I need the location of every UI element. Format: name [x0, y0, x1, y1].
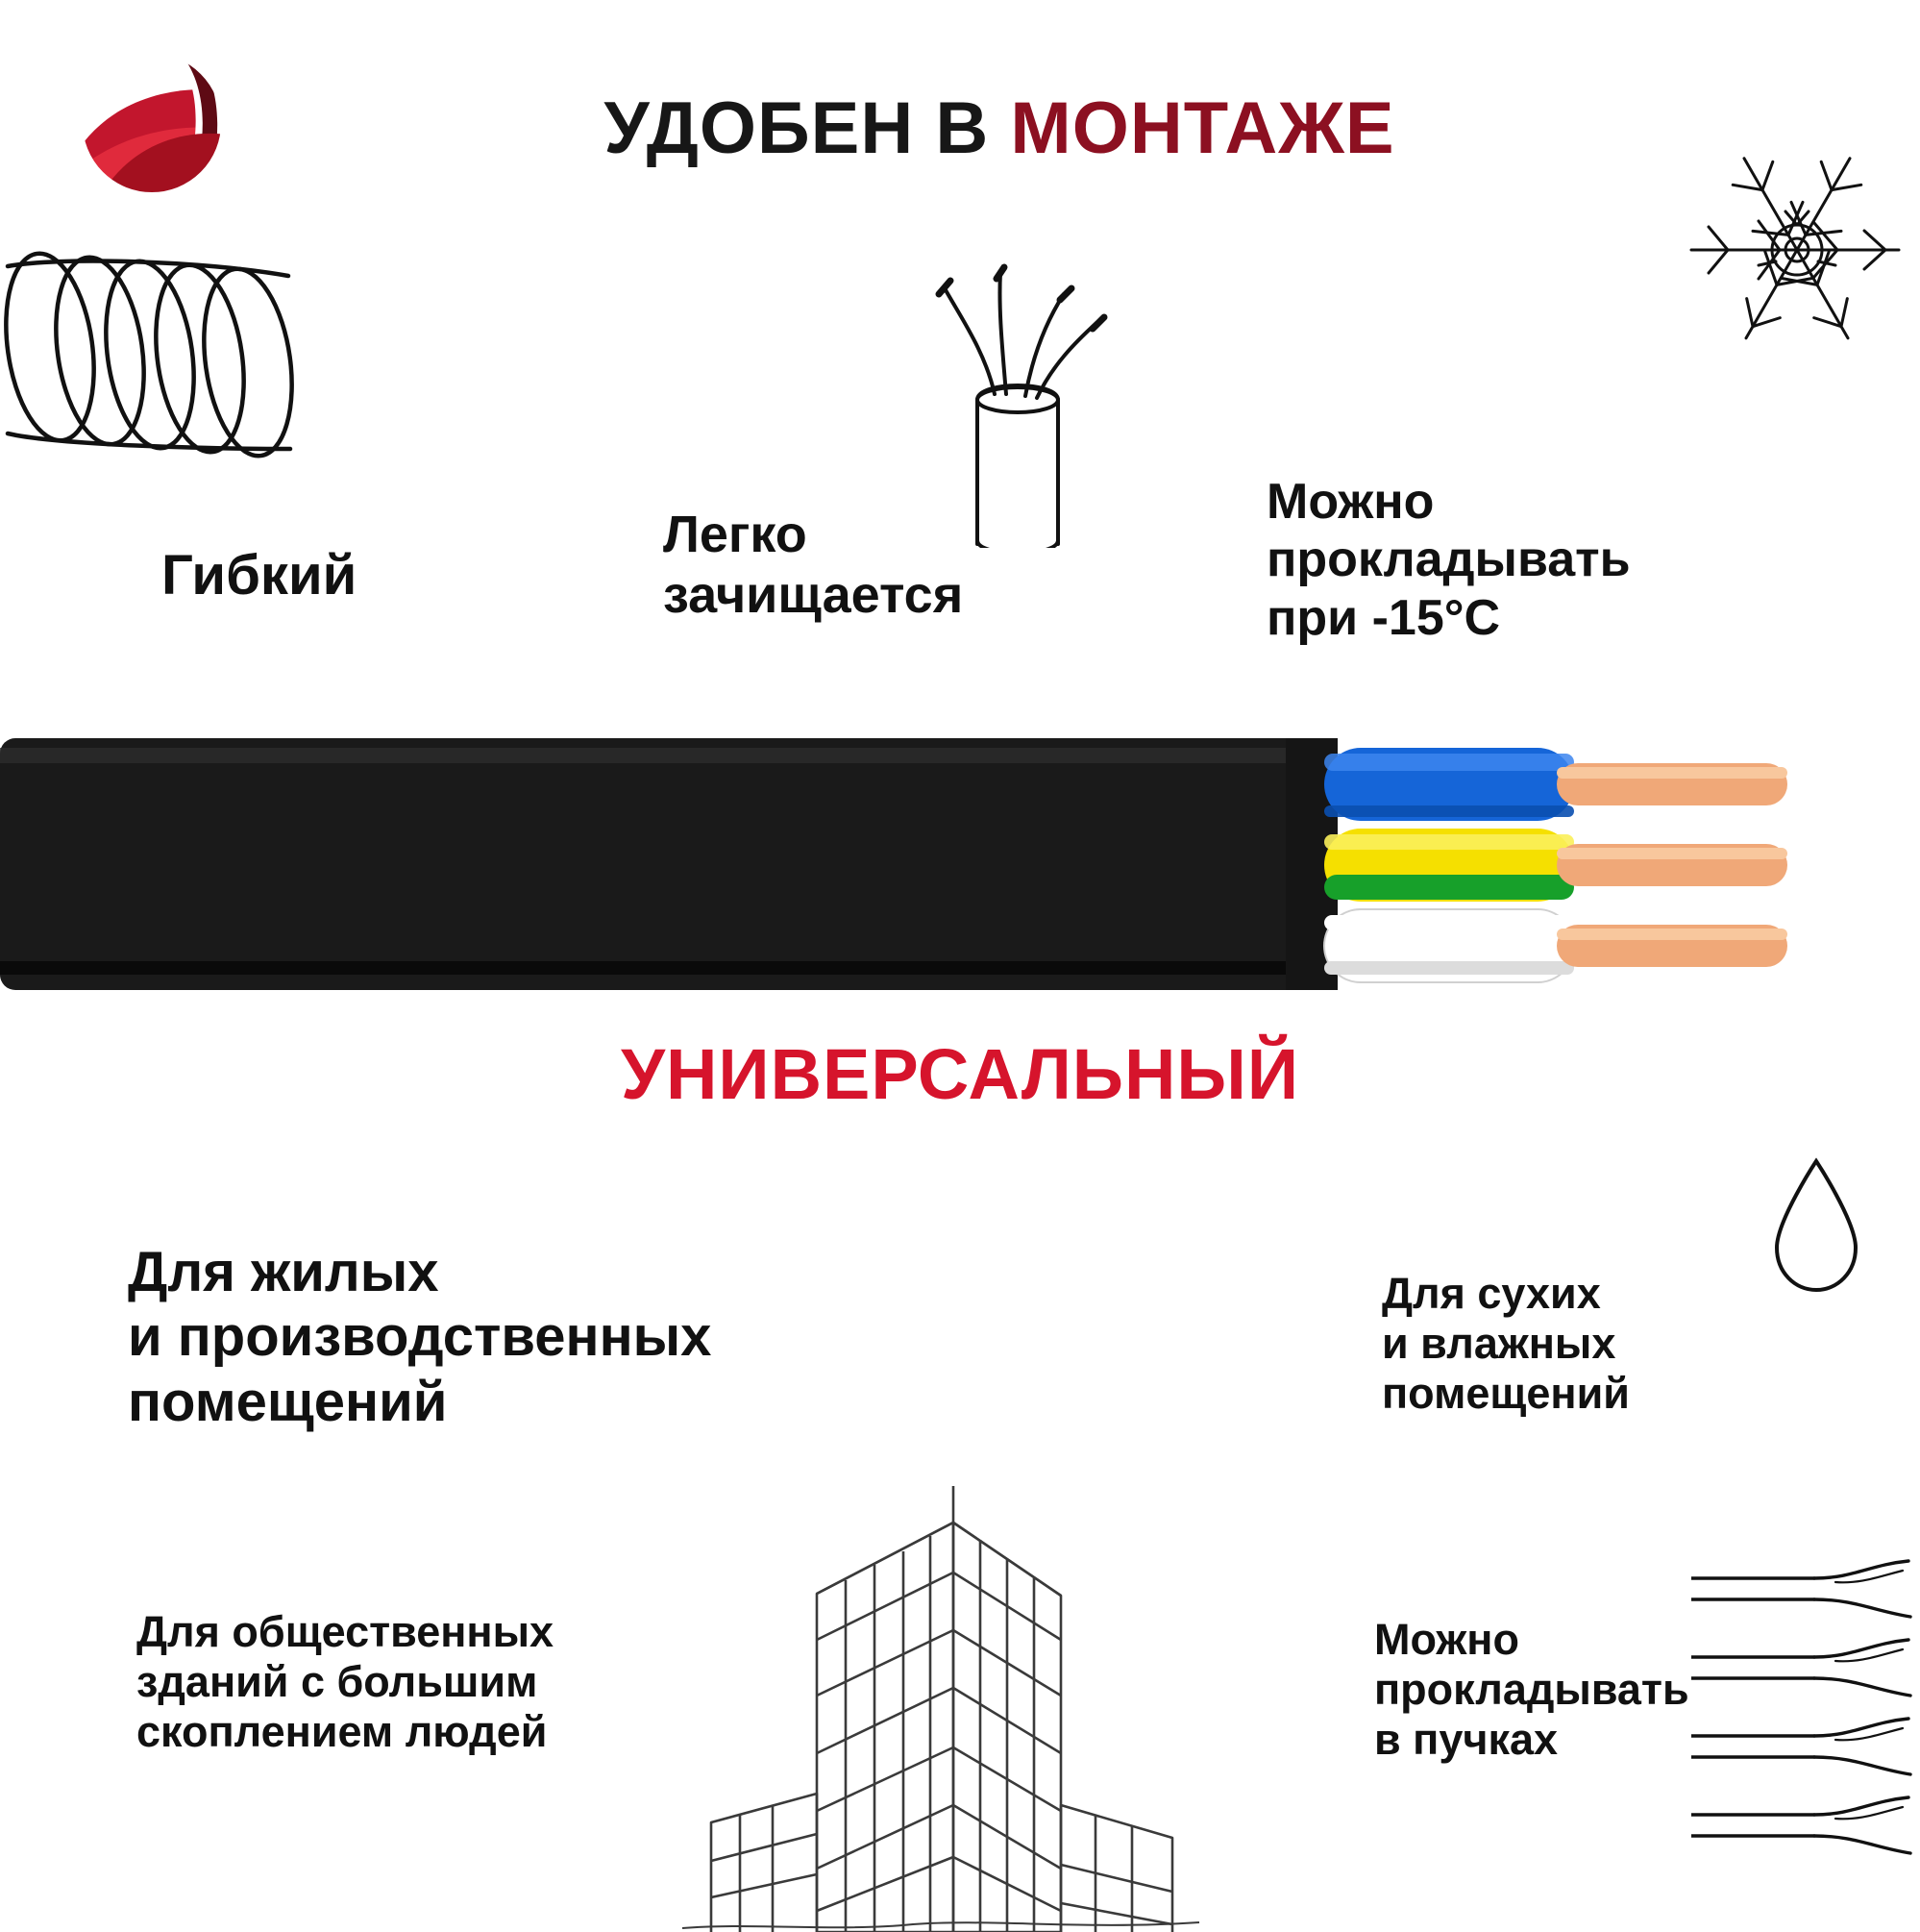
water-droplet-icon [1763, 1153, 1869, 1298]
coiled-spring-icon [0, 245, 356, 466]
page-title [384, 87, 1614, 170]
three-core-flat-cable [0, 731, 1787, 1000]
feature-label-residential: Для жилых и производственных помещений [128, 1241, 712, 1433]
feature-label-public-buildings: Для общественных зданий с большим скоплением людей [136, 1607, 554, 1757]
feature-label-bundle-install: Можно прокладывать в пучках [1374, 1615, 1689, 1765]
feature-label-flexible: Гибкий [161, 544, 357, 607]
feature-label-easy-strip: Легко зачищается [663, 506, 964, 624]
feature-label-cold-install: Можно прокладывать при -15°C [1267, 474, 1631, 646]
snowflake-icon [1634, 29, 1912, 452]
wire-bundle-icon [1691, 1557, 1920, 1874]
skyscraper-icon [673, 1480, 1211, 1932]
page-title-part-1: УДОБЕН В [603, 87, 990, 169]
section-title-universal: УНИВЕРСАЛЬНЫЙ [620, 1034, 1300, 1114]
page-title-part-2: МОНТАЖЕ [1010, 87, 1395, 169]
feature-label-dry-wet-rooms: Для сухих и влажных помещений [1382, 1269, 1630, 1419]
brand-logo [75, 46, 229, 200]
